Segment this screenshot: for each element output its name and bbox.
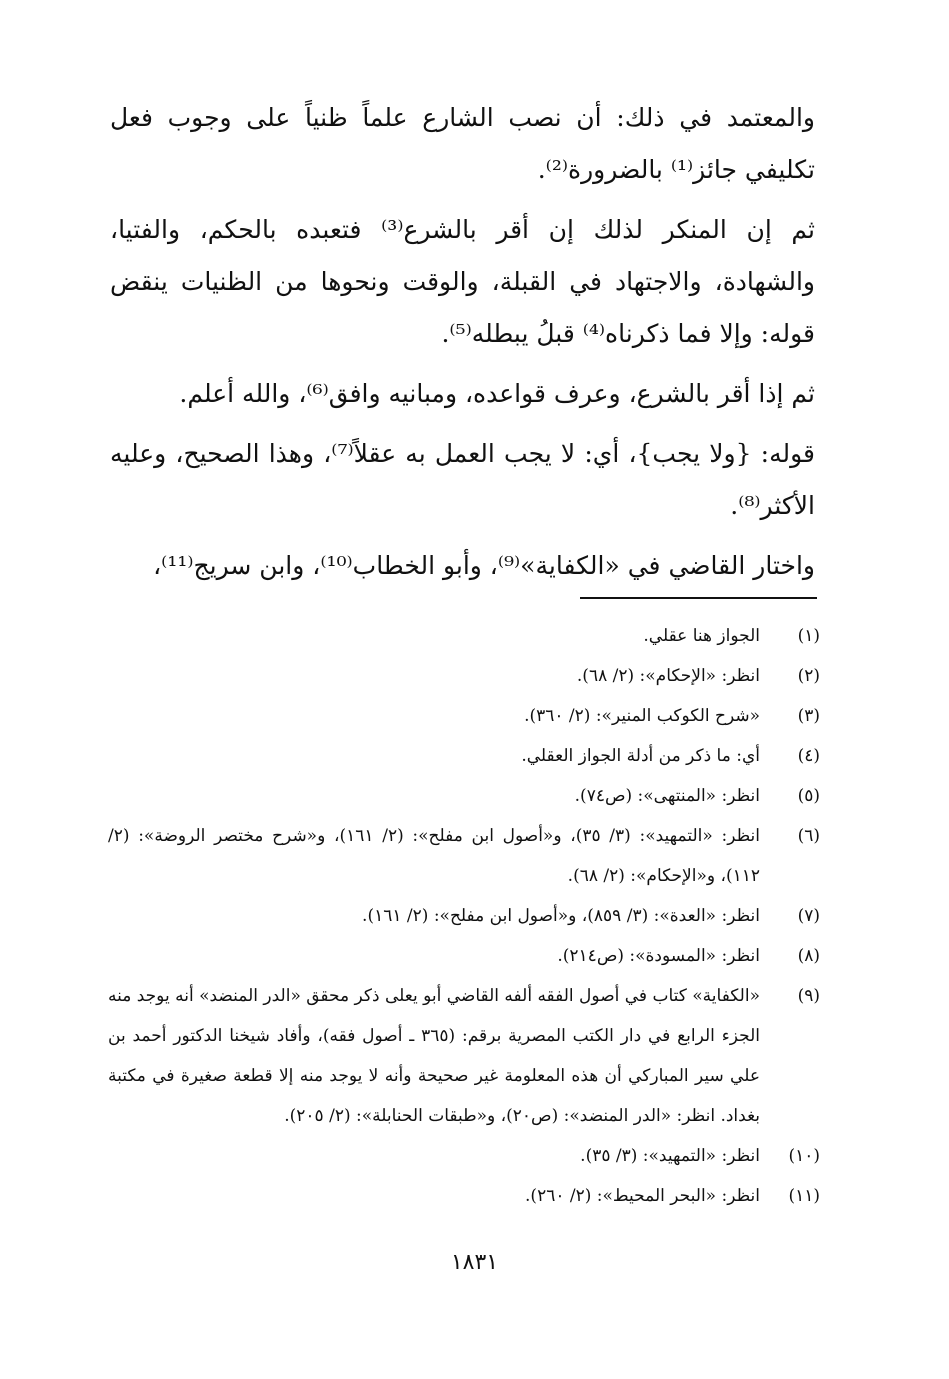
footnote-separator (580, 597, 817, 599)
footnote (108, 936, 820, 976)
footnote-text: انظر: «البحر المحيط»: (٢/ ٢٦٠). (525, 1186, 760, 1206)
footnote-number: (٢) (797, 666, 820, 686)
footnote-text: انظر: «المسودة»: (ص٢١٤). (557, 946, 760, 966)
footnote (108, 656, 820, 696)
footnote (108, 896, 820, 936)
footnote (108, 776, 820, 816)
footnote (108, 696, 820, 736)
footnote-number: (٩) (797, 986, 820, 1006)
footnote-text: انظر: «المنتهى»: (ص٧٤). (574, 786, 760, 806)
footnote-number: (٨) (797, 946, 820, 966)
page-number: ١٨٣١ (450, 1250, 499, 1275)
footnote (108, 1136, 820, 1176)
footnote-number: (١٠) (788, 1146, 820, 1166)
footnote-number: (١) (797, 626, 820, 646)
footnote-text: «شرح الكوكب المنير»: (٢/ ٣٦٠). (524, 706, 760, 726)
footnote-number: (٥) (797, 786, 820, 806)
main-text (110, 92, 815, 600)
paragraph-4: قوله: {ولا يجب}، أي: لا يجب العمل به عقلاً⁽⁷⁾، وهذا الصحيح، وعليه الأكثر⁽⁸⁾. (110, 439, 815, 520)
paragraph-2: ثم إن المنكر لذلك إن أقر بالشرع⁽³⁾ فتعبده بالحكم، والفتيا، والشهادة، والاجتهاد في القبلة، والوقت ونحوها من الظنيات ينقض قوله: وإلا فما ذكرناه⁽⁴⁾ قبلُ يبطله⁽⁵⁾. (110, 215, 816, 348)
paragraph-3: ثم إذا أقر بالشرع، وعرف قواعده، ومبانيه وافق⁽⁶⁾، والله أعلم. (179, 379, 815, 408)
footnote (108, 1176, 820, 1216)
paragraph-1: والمعتمد في ذلك: أن نصب الشارع علماً ظنياً على وجوب فعل تكليفي جائز⁽¹⁾ بالضرورة⁽²⁾. (110, 103, 815, 184)
footnote-text: انظر: «العدة»: (٣/ ٨٥٩)، و«أصول ابن مفلح»: (٢/ ١٦١). (362, 906, 760, 926)
paragraph-5: واختار القاضي في «الكفاية»⁽⁹⁾، وأبو الخطاب⁽¹⁰⁾، وابن سريج⁽¹¹⁾، (153, 551, 815, 580)
footnote (108, 736, 820, 776)
footnote-number: (٣) (797, 706, 820, 726)
footnote-number: (٦) (797, 826, 820, 846)
footnote-number: (١١) (788, 1186, 820, 1206)
footnote-number: (٧) (797, 906, 820, 926)
footnote-text: انظر: «التمهيد»: (٣/ ٣٥). (580, 1146, 760, 1166)
footnote-text: أي: ما ذكر من أدلة الجواز العقلي. (521, 746, 760, 766)
footnote (108, 616, 820, 656)
footnotes-section (108, 616, 820, 1216)
footnote-text: انظر: «التمهيد»: (٣/ ٣٥)، و«أصول ابن مفلح»: (٢/ ١٦١)، و«شرح مختصر الروضة»: (٢/ ١١٢)، و«الإحكام»: (٢/ ٦٨). (108, 826, 760, 886)
footnote-number: (٤) (797, 746, 820, 766)
footnote-text: انظر: «الإحكام»: (٢/ ٦٨). (576, 666, 760, 686)
footnote-text: «الكفاية» كتاب في أصول الفقه ألفه القاضي أبو يعلى ذكر محقق «الدر المنضد» أنه يوجد منه الجزء الرابع في دار الكتب المصرية برقم: (٣٦٥ ـ أصول فقه)، وأفاد شيخنا الدكتور أحمد بن علي سير المباركي أن هذه المعلومة غير صحيحة وأنه لا يوجد منه إلا قطعة صغيرة في مكتبة بغداد. انظر: «الدر المنضد»: (ص٢٠)، و«طبقات الحنابلة»: (٢/ ٢٠٥). (108, 986, 760, 1126)
footnote-text: الجواز هنا عقلي. (643, 626, 760, 646)
footnote (108, 816, 820, 896)
footnote (108, 976, 820, 1136)
